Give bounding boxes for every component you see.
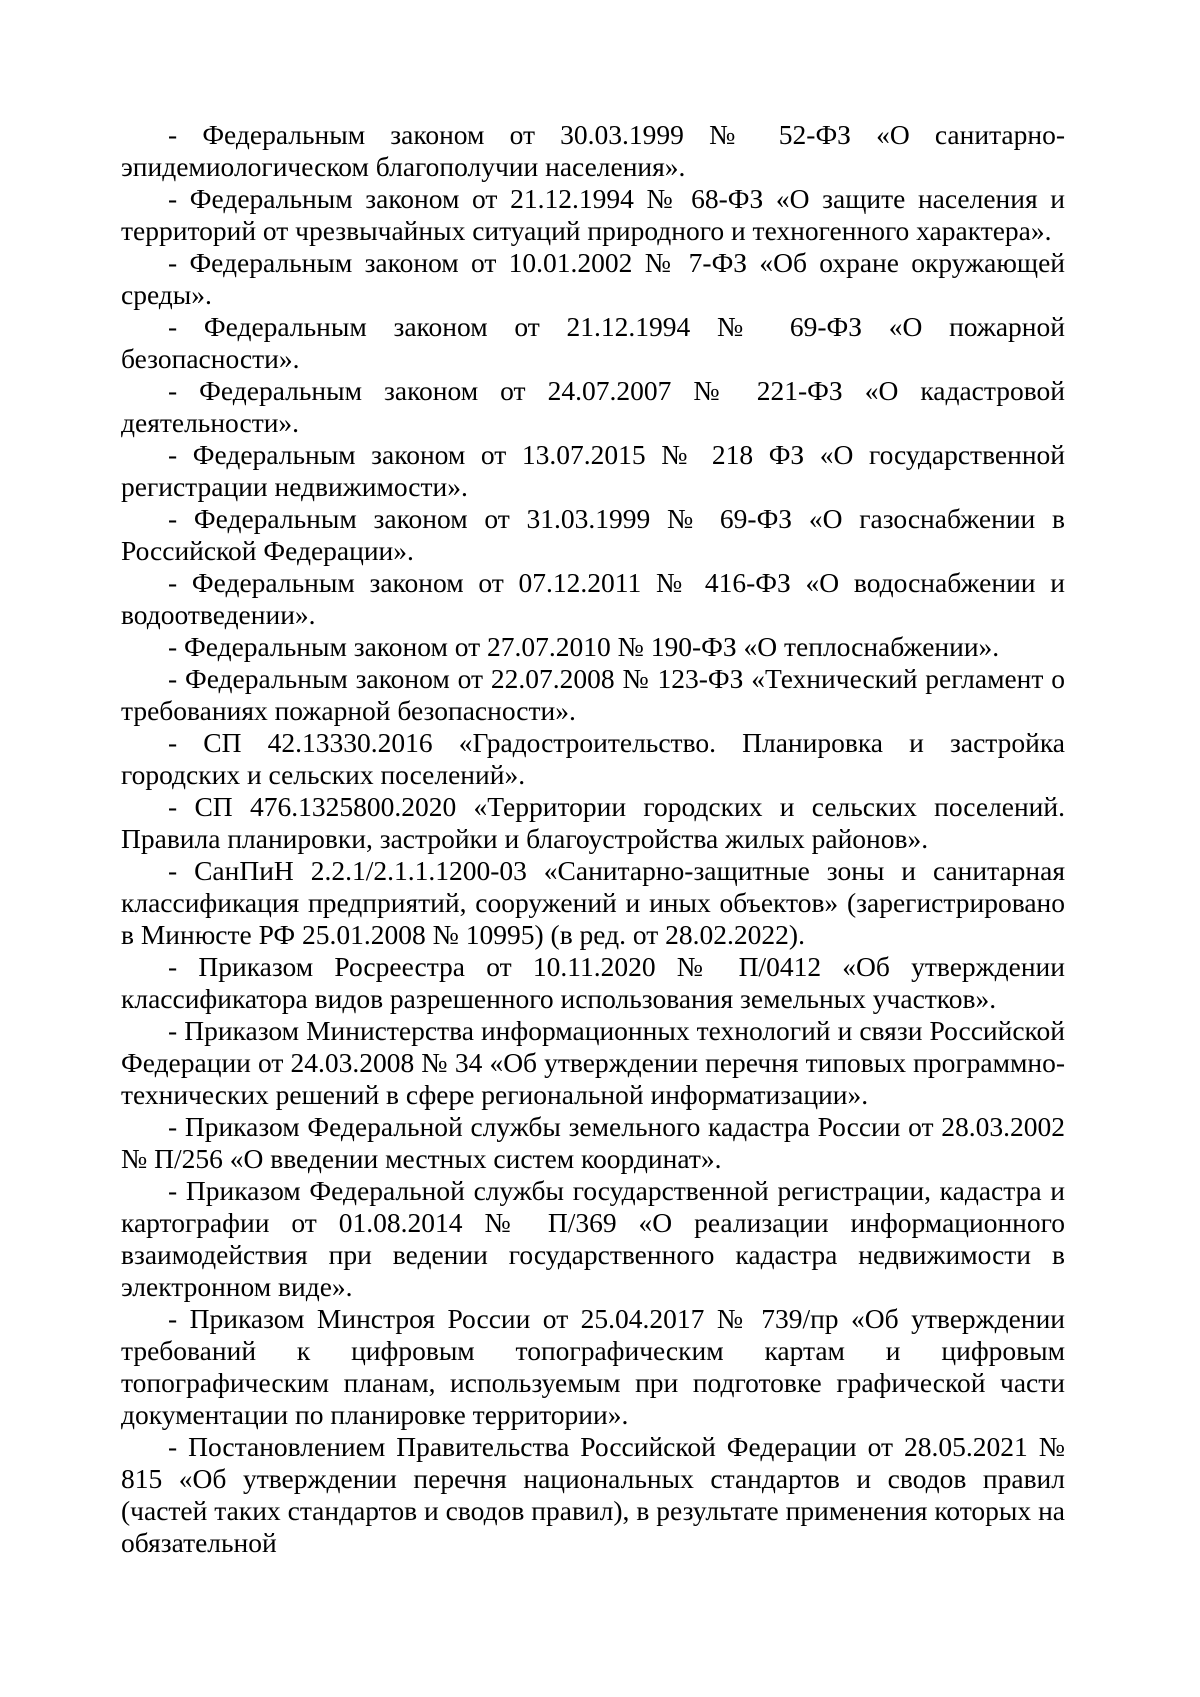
list-item: - СП 42.13330.2016 «Градостроительство. Планировка и застройка городских и сельских поселений». xyxy=(121,727,1065,790)
list-item: - СанПиН 2.2.1/2.1.1.1200-03 «Санитарно-защитные зоны и санитарная классификация предприятий, сооружений и иных объектов» (зарегистрировано в Минюсте РФ 25.01.2008 № 10995) (в ред. от 28.02.2022). xyxy=(121,855,1065,950)
list-item: - Федеральным законом от 21.12.1994 № 68-ФЗ «О защите населения и территорий от чрезвычайных ситуаций природного и техногенного характера». xyxy=(121,183,1065,246)
list-item: - Федеральным законом от 21.12.1994 № 69-ФЗ «О пожарной безопасности». xyxy=(121,311,1065,374)
list-item: - Приказом Министерства информационных технологий и связи Российской Федерации от 24.03.2008 № 34 «Об утверждении перечня типовых программно-технических решений в сфере региональной информатизации». xyxy=(121,1015,1065,1110)
list-item: - СП 476.1325800.2020 «Территории городских и сельских поселений. Правила планировки, застройки и благоустройства жилых районов». xyxy=(121,791,1065,854)
list-item: - Федеральным законом от 30.03.1999 № 52-ФЗ «О санитарно-эпидемиологическом благополучии населения». xyxy=(121,119,1065,182)
list-item: - Федеральным законом от 24.07.2007 № 221-ФЗ «О кадастровой деятельности». xyxy=(121,375,1065,438)
list-item: - Приказом Федеральной службы государственной регистрации, кадастра и картографии от 01.08.2014 № П/369 «О реализации информационного взаимодействия при ведении государственного кадастра недвижимости в электронном виде». xyxy=(121,1175,1065,1302)
list-item: - Федеральным законом от 22.07.2008 № 123-ФЗ «Технический регламент о требованиях пожарной безопасности». xyxy=(121,663,1065,726)
list-item: - Федеральным законом от 27.07.2010 № 190-ФЗ «О теплоснабжении». xyxy=(168,631,1000,662)
list-item: - Федеральным законом от 07.12.2011 № 416-ФЗ «О водоснабжении и водоотведении». xyxy=(121,567,1065,630)
document-page xyxy=(121,119,1065,1559)
list-item: - Приказом Минстроя России от 25.04.2017 № 739/пр «Об утверждении требований к цифровым топографическим картам и цифровым топографическим планам, используемым при подготовке графической части документации по планировке территории». xyxy=(121,1303,1065,1430)
list-item: - Федеральным законом от 31.03.1999 № 69-ФЗ «О газоснабжении в Российской Федерации». xyxy=(121,503,1065,566)
list-item: - Приказом Росреестра от 10.11.2020 № П/0412 «Об утверждении классификатора видов разрешенного использования земельных участков». xyxy=(121,951,1065,1014)
list-item: - Приказом Федеральной службы земельного кадастра России от 28.03.2002 № П/256 «О введении местных систем координат». xyxy=(121,1111,1065,1174)
list-item: - Федеральным законом от 13.07.2015 № 218 ФЗ «О государственной регистрации недвижимости». xyxy=(121,439,1065,502)
list-item: - Федеральным законом от 10.01.2002 № 7-ФЗ «Об охране окружающей среды». xyxy=(121,247,1065,310)
list-item: - Постановлением Правительства Российской Федерации от 28.05.2021 № 815 «Об утверждении перечня национальных стандартов и сводов правил (частей таких стандартов и сводов правил), в результате применения которых на обязательной xyxy=(121,1431,1065,1558)
